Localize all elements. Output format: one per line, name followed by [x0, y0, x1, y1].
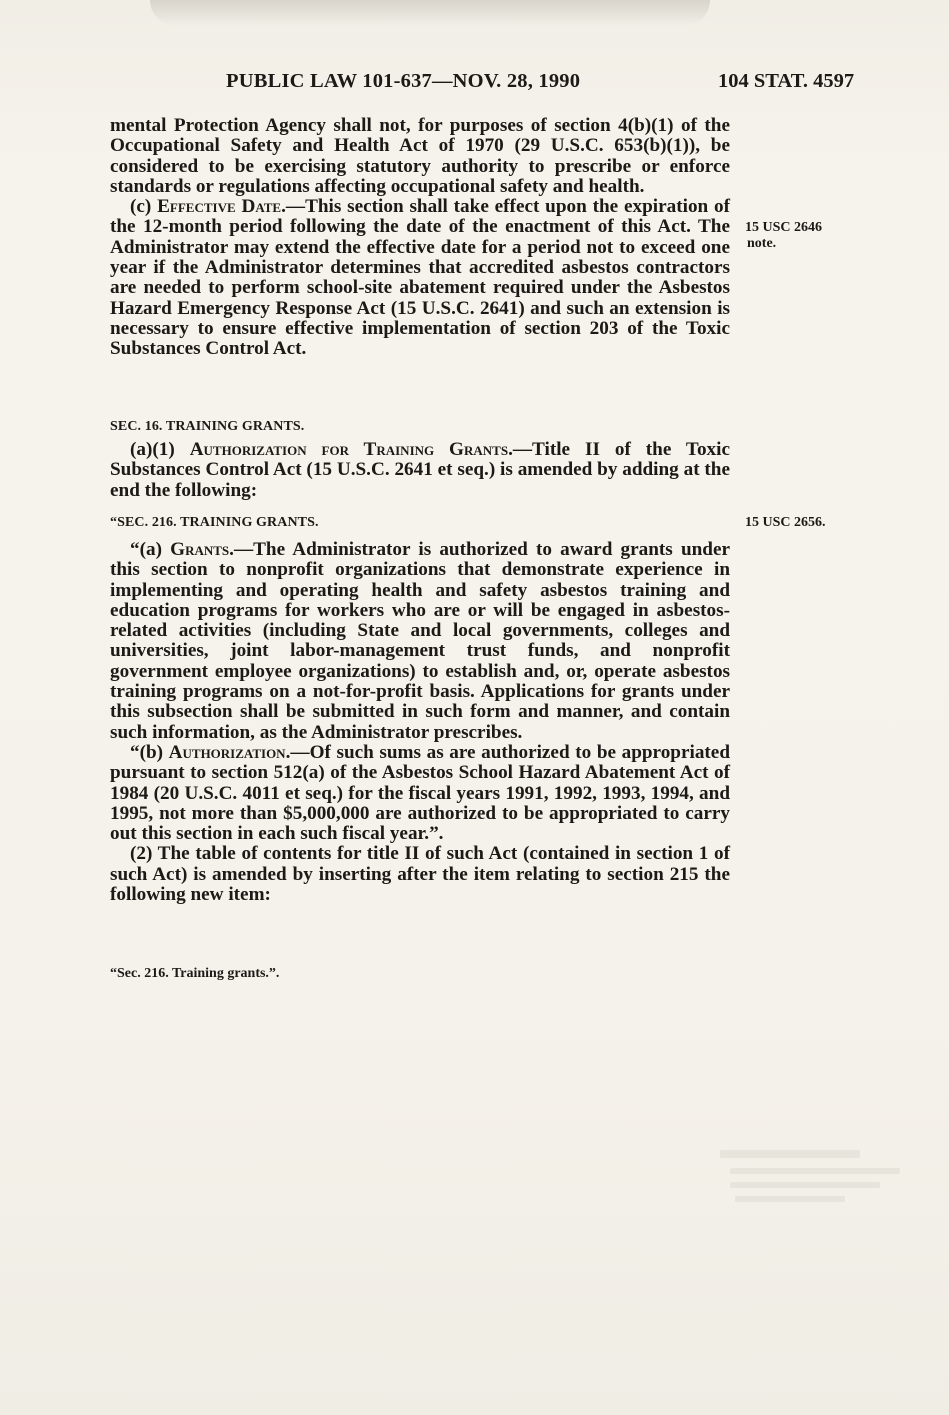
paragraph-text: .—The Administrator is authorized to award grants under this section to nonprofit organizations that demonstrate experience in implementing and operating health and safety asbestos training and education programs for workers who are or will be engaged in asbestos-related activities (including State and local governments, colleges and universities, joint labor-management trust funds, and nonprofit government employee organizations) to establish and, or, operate asbestos training programs on a not-for-profit basis. Applications for grants under this subsection shall be submitted in such form and manner, and contain such information, as the Administrator prescribes. [110, 539, 730, 743]
paragraph-heading: Grants [170, 539, 230, 560]
paragraph-lead: (a)(1) [130, 439, 190, 460]
page-number-stat: 104 STAT. 4597 [718, 70, 855, 92]
paragraph-text: .—This section shall take effect upon the expiration of the 12-month period following the date of the enactment of this Act. The Administrator may extend the effective date for a period not to exceed one year if the Administrator determines that accredited asbestos contractors are needed to perform school-site abatement required under the Asbestos Hazard Emergency Response Act (15 U.S.C. 2641) and such an extension is necessary to ensure effective implementation of section 203 of the Toxic Substances Control Act. [110, 196, 731, 360]
paragraph-authorization-b [110, 743, 730, 844]
paragraph-authorization [110, 440, 730, 501]
bleed-through-mark [735, 1196, 845, 1202]
paragraph-heading: Effective Date [157, 196, 282, 218]
paragraph-lead: “(b) [130, 741, 169, 763]
bleed-through-mark [730, 1182, 880, 1188]
paragraph-effective-date [110, 197, 730, 359]
paragraph-text: .—Title II of the Toxic Substances Control Act (15 U.S.C. 2641 et seq.) is amended by adding at the end the following: [110, 439, 731, 501]
paragraph-heading: Authorization [168, 741, 286, 763]
bleed-through-mark [720, 1150, 860, 1158]
paragraph-heading: Authorization for Training Grants [189, 439, 509, 460]
paragraph-table-of-contents: (2) The table of contents for title II of such Act (contained in section 1 of such Act) is amended by inserting after the item relating to section 215 the following new item: [110, 843, 730, 906]
paragraph-grants [110, 540, 730, 743]
margin-note-citation: 15 USC 2656. [745, 515, 826, 530]
section-heading: “SEC. 216. TRAINING GRANTS. [110, 515, 319, 530]
scan-shadow [150, 0, 710, 26]
paragraph-text: .—Of such sums as are authorized to be appropriated pursuant to section 512(a) of the Asbestos School Hazard Abatement Act of 1984 (20 U.S.C. 4011 et seq.) for the fiscal years 1991, 1992, 1993, 1994, and 1995, not more than $5,000,000 are authorized to be appropriated to carry out this section in each such fiscal year.”. [110, 741, 730, 845]
bleed-through-mark [730, 1168, 900, 1174]
page-header-title: PUBLIC LAW 101-637—NOV. 28, 1990 [226, 70, 581, 92]
body-block-2 [110, 440, 730, 501]
section-heading: SEC. 16. TRAINING GRANTS. [110, 419, 305, 434]
paragraph-continuation: mental Protection Agency shall not, for purposes of section 4(b)(1) of the Occupational Safety and Health Act of 1970 (29 U.S.C. 653(b)(1)), be considered to be exercising statutory authority to prescribe or enforce standards or regulations affecting occupational safety and health. [110, 115, 730, 197]
paragraph-lead: “(a) [130, 539, 171, 560]
body-block-1 [110, 116, 730, 360]
body-block-3 [110, 540, 730, 905]
paragraph-lead: (c) [130, 196, 158, 218]
margin-note-citation [745, 220, 822, 251]
margin-note-line: 15 USC 2646 [745, 220, 823, 235]
margin-note-line: note. [747, 235, 777, 251]
toc-new-item: “Sec. 216. Training grants.”. [110, 966, 280, 981]
